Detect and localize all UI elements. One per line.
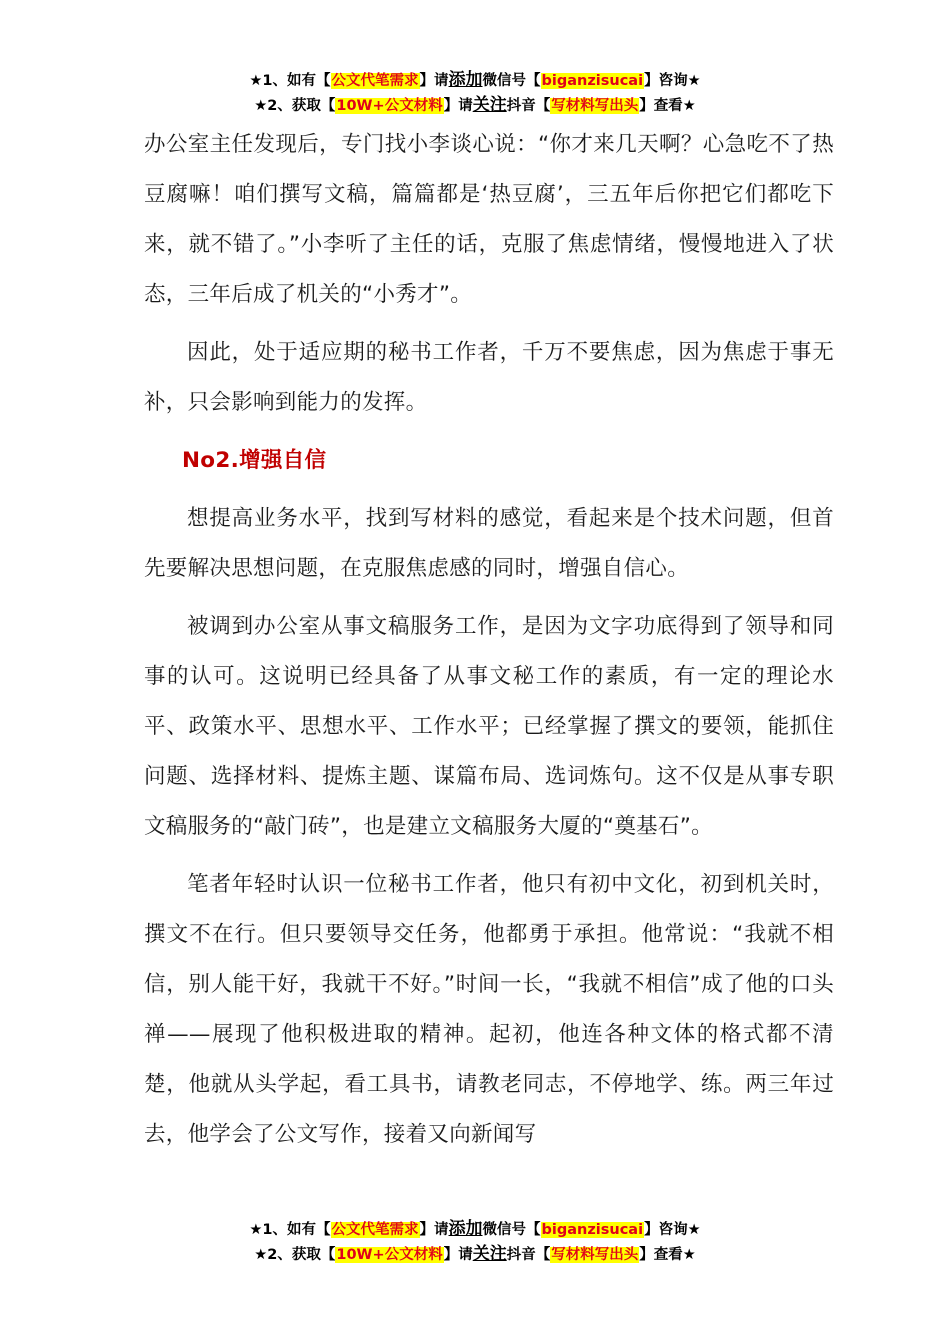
highlight-douyin-account: 写材料写出头 [551,1247,639,1263]
banner-text: ★1、如有【 [249,1222,331,1238]
banner-text: 】咨询★ [644,1222,701,1238]
banner-text: 】请 [443,98,473,114]
banner-text: 】请 [419,1222,449,1238]
banner-text: 微信号【 [482,1222,541,1238]
banner-text: 】请 [419,73,449,89]
paragraph: 笔者年轻时认识一位秘书工作者，他只有初中文化，初到机关时，撰文不在行。但只要领导交任务，他都勇于承担。他常说：“我就不相信，别人能干好，我就干不好。”时间一长，“我就不相信”成了他的口头禅——展现了他积极进取的精神。起初，他连各种文体的格式都不清楚，他就从头学起，看工具书，请教老同志，不停地学、练。两三年过去，他学会了公文写作，接着又向新闻写 [144,872,834,1147]
highlight-service: 公文代笔需求 [331,1222,419,1238]
paragraph: 想提高业务水平，找到写材料的感觉，看起来是个技术问题，但首先要解决思想问题，在克服焦虑感的同时，增强自信心。 [144,506,834,581]
banner-text: 抖音【 [506,98,551,114]
banner-text: ★1、如有【 [249,73,331,89]
document-body [144,120,834,1168]
banner-line-2 [0,93,950,118]
banner-emphasis: 添加 [448,1219,483,1239]
section-heading: No2.增强自信 [182,448,327,473]
highlight-douyin-account: 写材料写出头 [551,98,639,114]
highlight-service: 公文代笔需求 [331,73,419,89]
banner-text: 】查看★ [639,98,696,114]
banner-text: ★2、获取【 [254,1247,336,1263]
banner-line-1 [0,1217,950,1242]
banner-text: 微信号【 [482,73,541,89]
highlight-wechat-id: biganzisucai [541,73,644,89]
banner-line-2 [0,1242,950,1267]
banner-emphasis: 添加 [448,70,483,90]
banner-text: 】咨询★ [644,73,701,89]
banner-text: ★2、获取【 [254,98,336,114]
paragraph: 因此，处于适应期的秘书工作者，千万不要焦虑，因为焦虑于事无补，只会影响到能力的发挥。 [144,340,834,415]
paragraph: 办公室主任发现后，专门找小李谈心说：“你才来几天啊？心急吃不了热豆腐嘛！咱们撰写文稿，篇篇都是‘热豆腐’，三五年后你把它们都吃下来，就不错了。”小李听了主任的话，克服了焦虑情绪，慢慢地进入了状态，三年后成了机关的“小秀才”。 [144,132,834,307]
paragraph: 被调到办公室从事文稿服务工作，是因为文字功底得到了领导和同事的认可。这说明已经具备了从事文秘工作的素质，有一定的理论水平、政策水平、思想水平、工作水平；已经掌握了撰文的要领，能抓住问题、选择材料、提炼主题、谋篇布局、选词炼句。这不仅是从事专职文稿服务的“敲门砖”，也是建立文稿服务大厦的“奠基石”。 [144,614,834,839]
banner-text: 抖音【 [506,1247,551,1263]
banner-emphasis: 关注 [472,95,507,115]
highlight-materials: 10W+公文材料 [336,98,443,114]
header-banner [0,68,950,118]
footer-banner [0,1217,950,1267]
highlight-materials: 10W+公文材料 [336,1247,443,1263]
banner-emphasis: 关注 [472,1244,507,1264]
banner-text: 】查看★ [639,1247,696,1263]
highlight-wechat-id: biganzisucai [541,1222,644,1238]
banner-line-1 [0,68,950,93]
banner-text: 】请 [443,1247,473,1263]
